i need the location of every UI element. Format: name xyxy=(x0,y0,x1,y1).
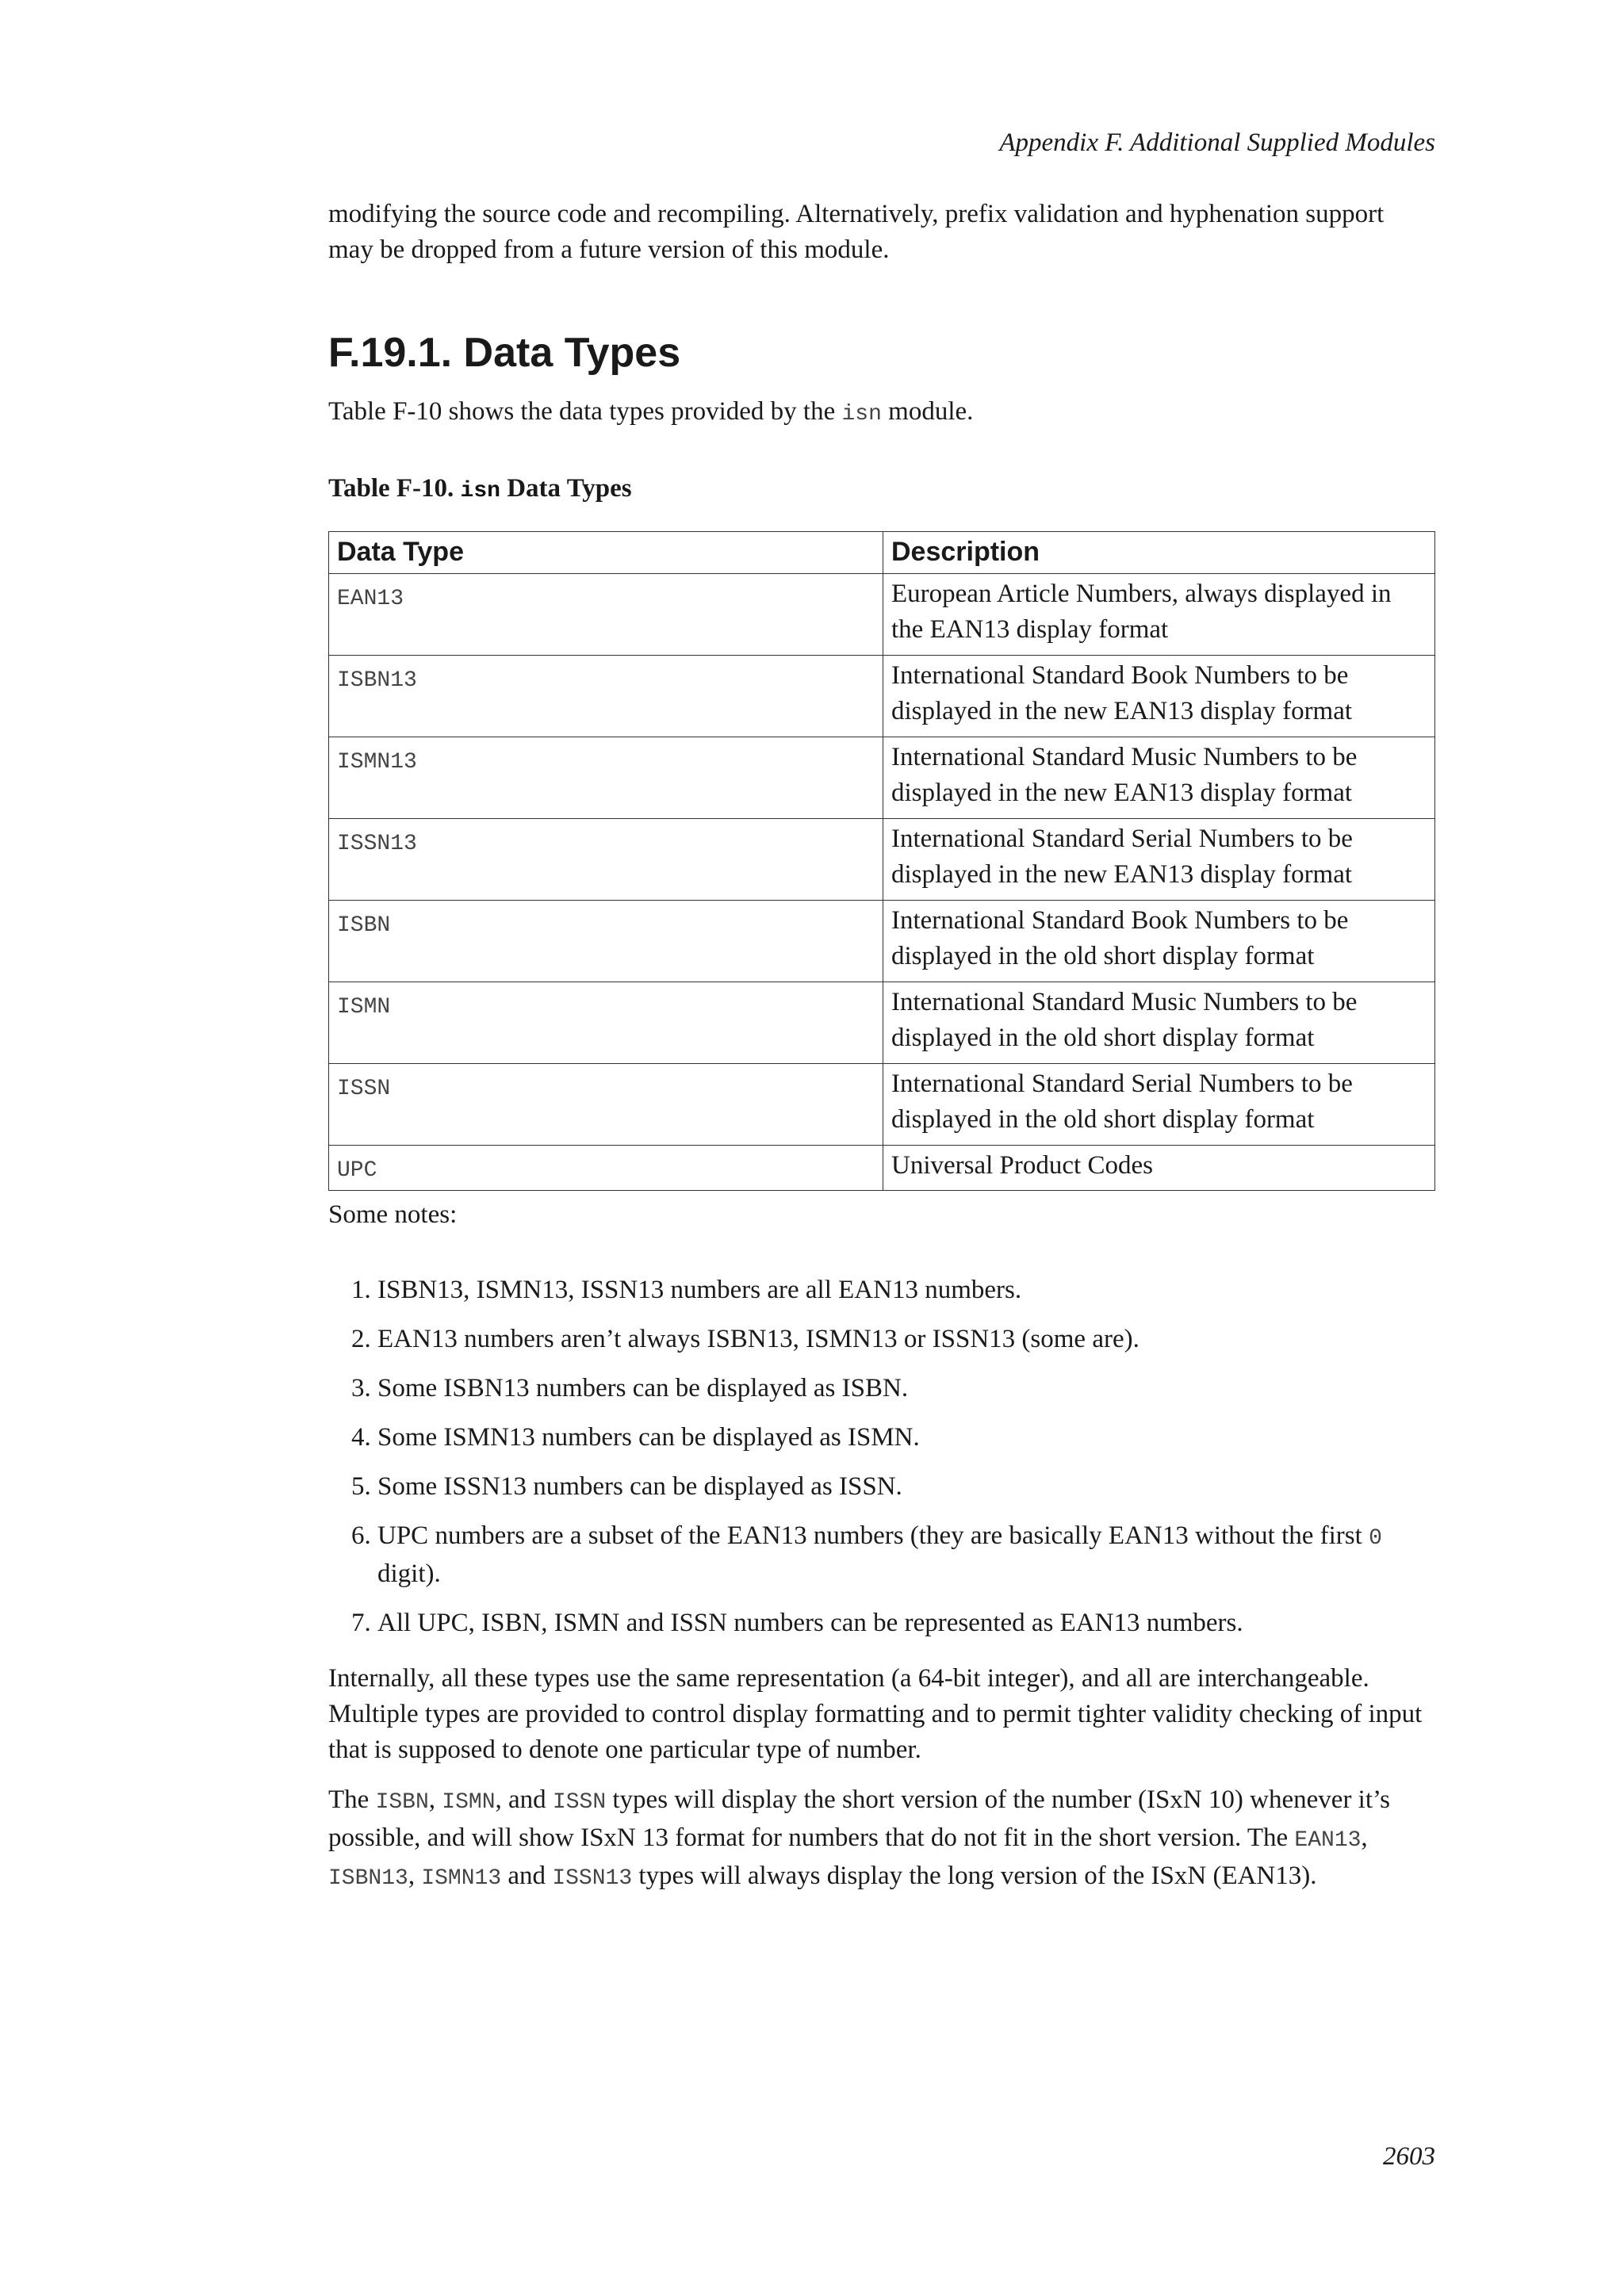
inline-code: 0 xyxy=(1369,1526,1382,1551)
data-type-name: ISBN xyxy=(337,913,391,938)
list-item: 7. All UPC, ISBN, ISMN and ISSN numbers can be represented as EAN13 numbers. xyxy=(377,1605,1435,1641)
table-header-row xyxy=(329,532,1435,574)
text-run: , and xyxy=(495,1785,553,1814)
running-header: Appendix F. Additional Supplied Modules xyxy=(999,128,1435,157)
text-run: digit). xyxy=(377,1559,441,1588)
data-type-description: International Standard Book Numbers to be displayed in the old short display format xyxy=(883,901,1435,982)
list-item xyxy=(377,1518,1435,1592)
notes-list xyxy=(328,1272,1435,1655)
text-run: Table F-10 shows the data types provided by the xyxy=(328,397,842,426)
data-type-description: Universal Product Codes xyxy=(883,1146,1435,1191)
data-type-name: EAN13 xyxy=(337,587,404,611)
inline-code: ISMN13 xyxy=(421,1866,502,1891)
inline-code: ISBN13 xyxy=(328,1866,408,1891)
text-run: , xyxy=(408,1862,422,1890)
table-row xyxy=(329,1064,1435,1146)
data-type-description: International Standard Book Numbers to be displayed in the new EAN13 display format xyxy=(883,656,1435,737)
inline-code: ISSN xyxy=(552,1790,607,1815)
data-type-name: ISMN xyxy=(337,995,391,1020)
table-row xyxy=(329,1146,1435,1191)
text-run: , xyxy=(1361,1823,1368,1852)
caption-code: isn xyxy=(460,479,500,503)
data-type-description: International Standard Music Numbers to be displayed in the new EAN13 display format xyxy=(883,737,1435,819)
inline-code: ISBN xyxy=(375,1790,429,1815)
table-reference-paragraph xyxy=(328,394,1435,432)
section-heading: F.19.1. Data Types xyxy=(328,330,681,376)
table-caption xyxy=(328,471,632,509)
column-header-data-type: Data Type xyxy=(329,532,883,574)
text-run: UPC numbers are a subset of the EAN13 numbers (they are basically EAN13 without the first xyxy=(377,1521,1369,1550)
table-row xyxy=(329,982,1435,1064)
text-run: types will always display the long version of the ISxN (EAN13). xyxy=(632,1862,1317,1890)
list-item: 3. Some ISBN13 numbers can be displayed as ISBN. xyxy=(377,1371,1435,1406)
table-row xyxy=(329,737,1435,819)
inline-code: ISSN13 xyxy=(552,1866,633,1891)
inline-code: EAN13 xyxy=(1294,1828,1362,1853)
inline-code: ISMN xyxy=(442,1790,496,1815)
table-row xyxy=(329,901,1435,982)
data-type-description: International Standard Serial Numbers to be displayed in the old short display format xyxy=(883,1064,1435,1146)
intro-paragraph: modifying the source code and recompiling. Alternatively, prefix validation and hyphenation support may be dropped from a future version of this module. xyxy=(328,200,1385,264)
list-item: 2. EAN13 numbers aren’t always ISBN13, ISMN13 or ISSN13 (some are). xyxy=(377,1322,1435,1357)
text-run: , xyxy=(428,1785,442,1814)
list-item: 5. Some ISSN13 numbers can be displayed as ISSN. xyxy=(377,1469,1435,1505)
inline-code: isn xyxy=(841,402,882,427)
list-item: 4. Some ISMN13 numbers can be displayed as ISMN. xyxy=(377,1420,1435,1456)
caption-text: Data Types xyxy=(500,474,632,503)
table-row xyxy=(329,819,1435,901)
data-types-table xyxy=(328,531,1435,1191)
internal-representation-paragraph: Internally, all these types use the same representation (a 64-bit integer), and all are interchangeable. Multiple types are provided to control display formatting and to permit tighter validity checking of input that is supposed to denote one particular type of number. xyxy=(328,1664,1423,1764)
caption-label: Table F-10. xyxy=(328,474,461,503)
text-run: module. xyxy=(881,397,974,426)
data-type-name: ISSN xyxy=(337,1077,391,1101)
text-run: The xyxy=(328,1785,376,1814)
data-type-description: European Article Numbers, always displayed in the EAN13 display format xyxy=(883,574,1435,656)
table-row xyxy=(329,574,1435,656)
display-format-paragraph xyxy=(328,1782,1435,1896)
data-type-name: ISSN13 xyxy=(337,832,417,856)
table-row xyxy=(329,656,1435,737)
text-run: types will display the short version of the number (ISxN 10) whenever it’s possible, and will show ISxN 13 format for numbers that do not fit in the short version. The xyxy=(328,1785,1391,1852)
data-type-name: ISBN13 xyxy=(337,668,417,693)
notes-intro: Some notes: xyxy=(328,1200,458,1229)
text-run: and xyxy=(501,1862,553,1890)
data-type-description: International Standard Serial Numbers to be displayed in the new EAN13 display format xyxy=(883,819,1435,901)
data-type-description: International Standard Music Numbers to be displayed in the old short display format xyxy=(883,982,1435,1064)
column-header-description: Description xyxy=(883,532,1435,574)
data-type-name: UPC xyxy=(337,1158,377,1183)
list-item: 1. ISBN13, ISMN13, ISSN13 numbers are all EAN13 numbers. xyxy=(377,1272,1435,1308)
data-type-name: ISMN13 xyxy=(337,750,417,775)
page-number: 2603 xyxy=(1383,2142,1435,2171)
